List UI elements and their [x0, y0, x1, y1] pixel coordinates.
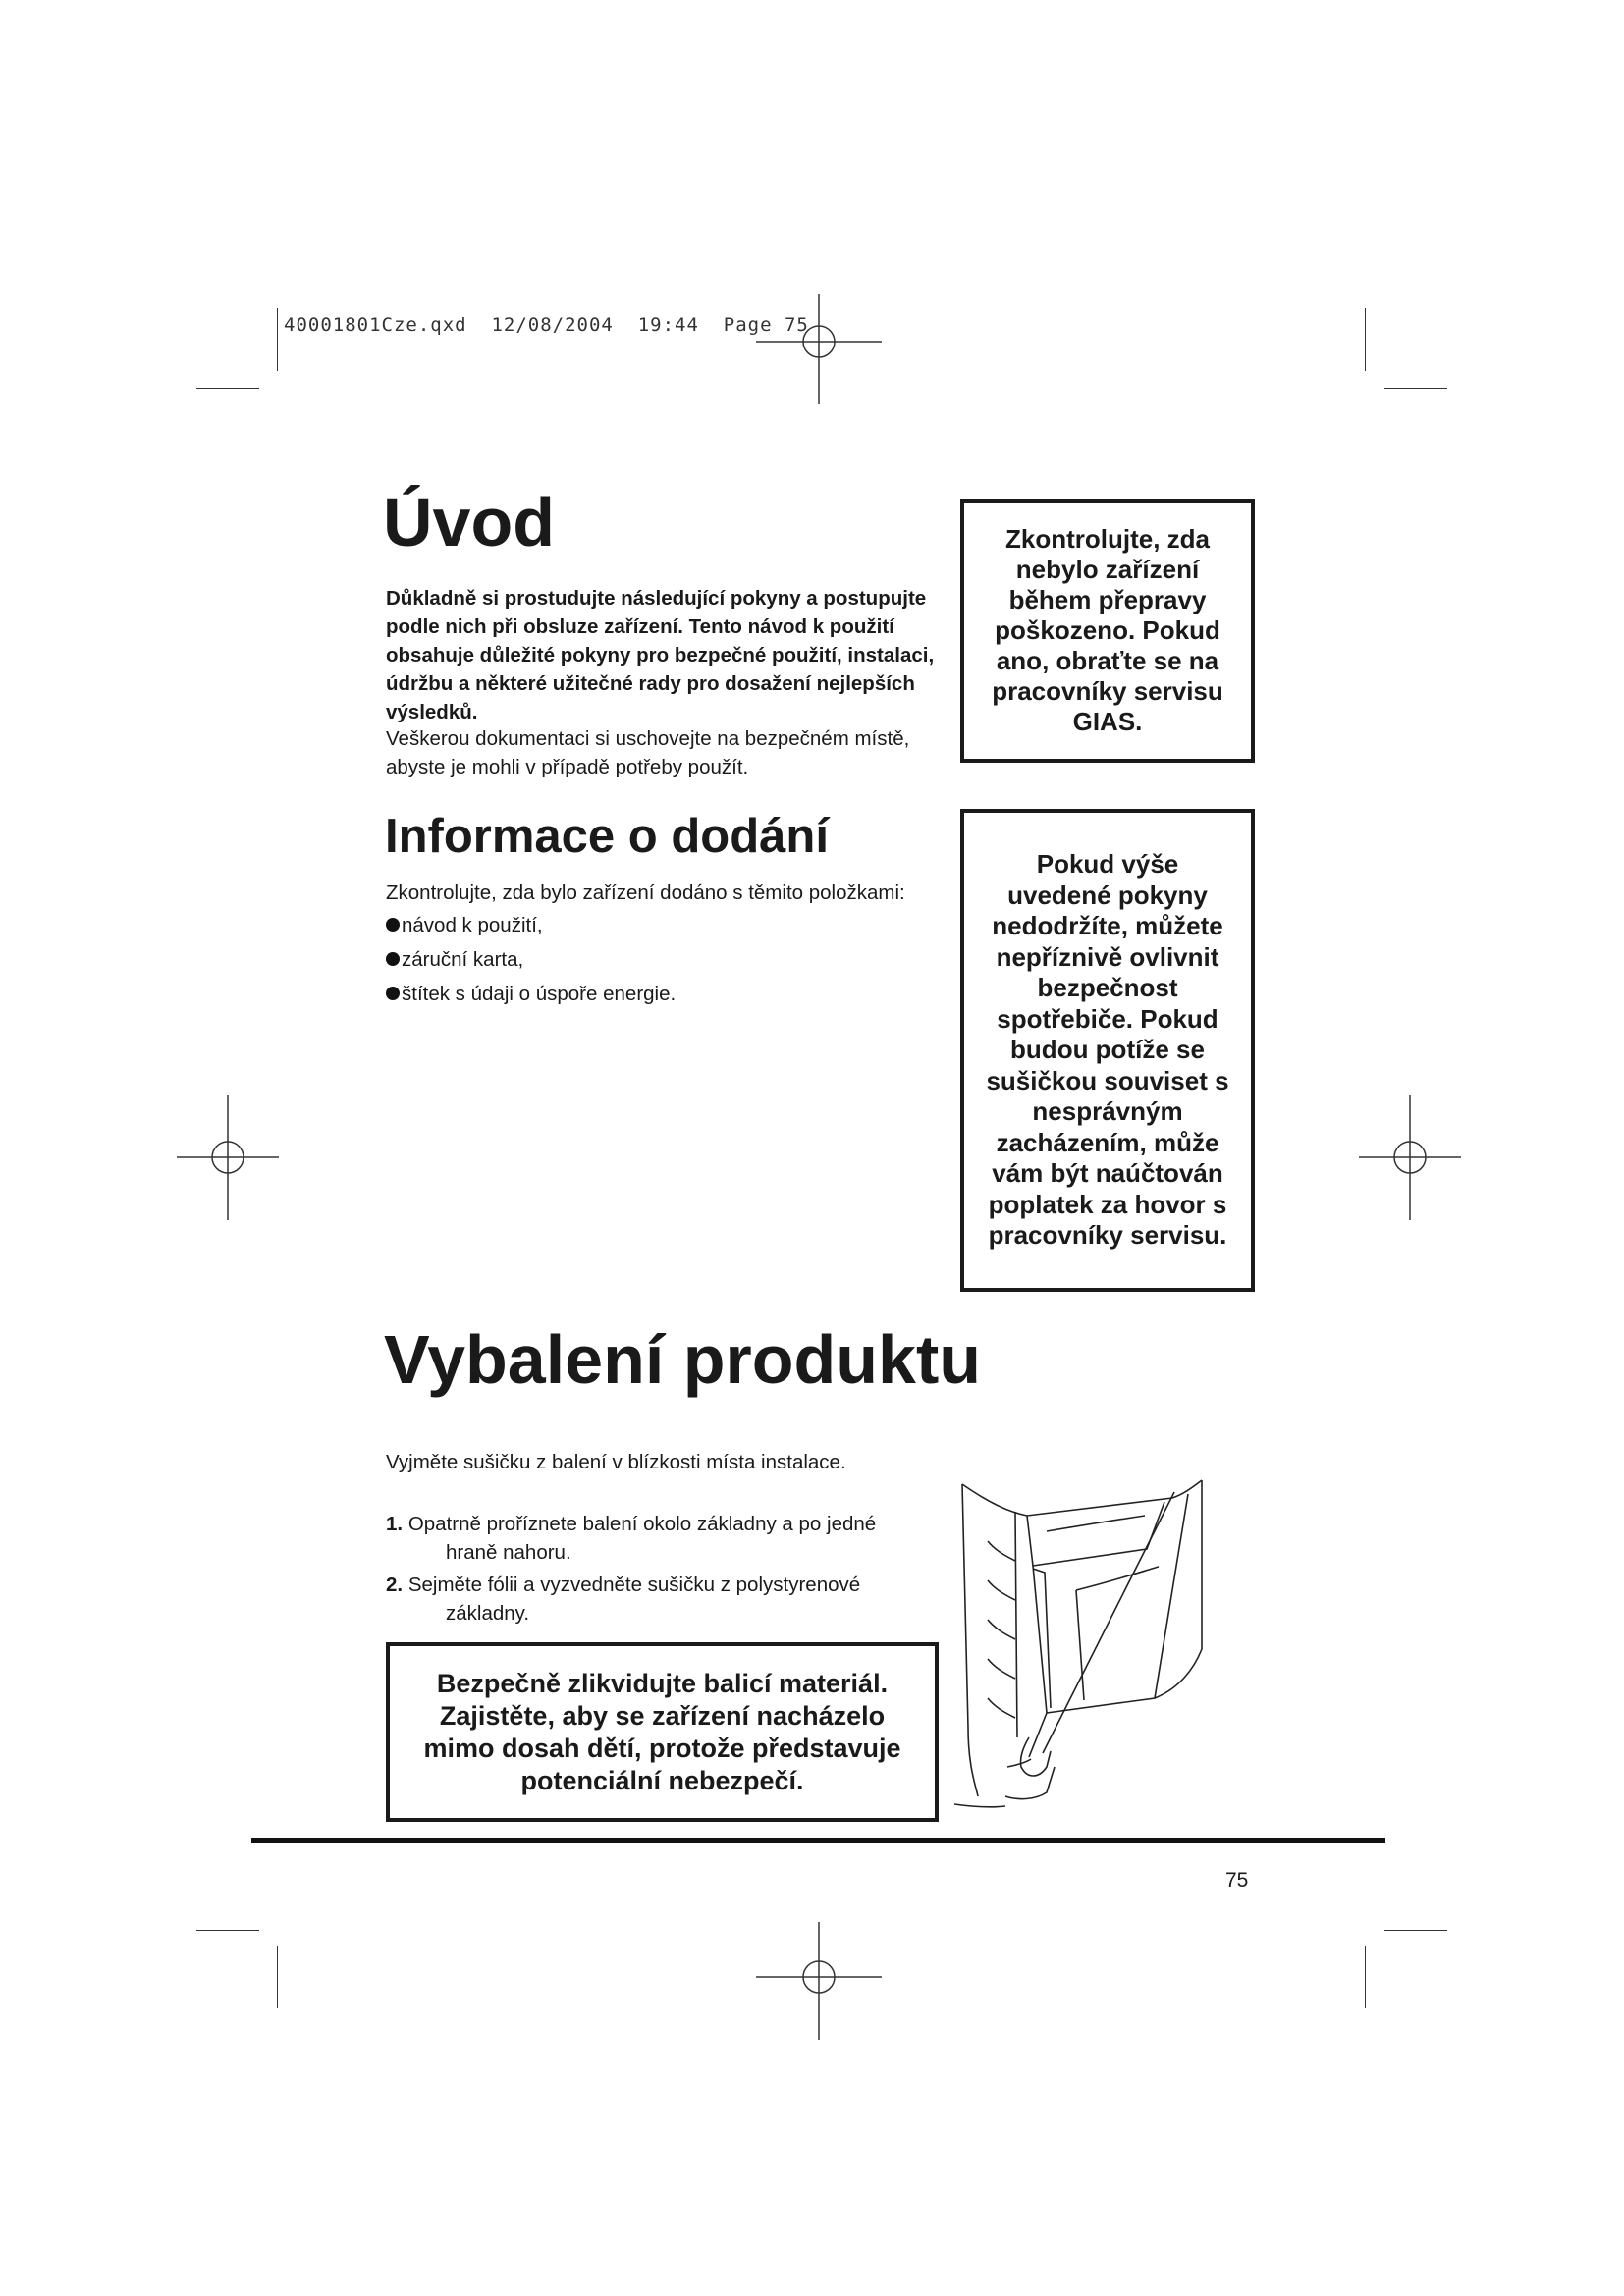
print-slug: 40001801Cze.qxd 12/08/2004 19:44 Page 75: [284, 314, 809, 336]
crop-mark: [1384, 388, 1447, 389]
crop-mark: [277, 308, 278, 371]
intro-text: Veškerou dokumentaci si uschovejte na bezpečném místě, abyste je mohli v případě potřeby použít.: [386, 727, 910, 778]
warning-box-packaging-text: Bezpečně zlikvidujte balicí materiál. Zajistěte, aby se zařízení nacházelo mimo dosah dětí, protože představuje potenciální nebezpečí.: [423, 1668, 901, 1795]
bullet-icon: [386, 952, 400, 966]
crop-mark: [196, 388, 259, 389]
step-item: 2. Sejměte fólii a vyzvedněte sušičku z polystyrenové základny.: [386, 1574, 861, 1625]
section-title-unpacking: Vybalení produktu: [384, 1321, 982, 1398]
section-title-delivery: Informace o dodání: [385, 810, 829, 863]
registration-mark-left: [177, 1095, 285, 1222]
warning-box-safety-text: Pokud výše uvedené pokyny nedodržíte, můžete nepříznivě ovlivnit bezpečnost spotřebiče. Pokud budou potíže se sušičkou souviset s nesprávným zacházením, může vám být naúčtován poplatek za hovor s pracovníky servisu.: [986, 849, 1229, 1251]
step-item: 1. Opatrně proříznete balení okolo základny a po jedné hraně nahoru.: [386, 1513, 877, 1564]
crop-mark: [1365, 308, 1366, 371]
registration-mark-bottom: [756, 1914, 884, 2042]
unpacking-lead: Vyjměte sušičku z balení v blízkosti místa instalace.: [386, 1451, 846, 1473]
registration-mark-right: [1359, 1095, 1467, 1222]
section-title-intro: Úvod: [383, 484, 555, 561]
crop-mark: [277, 1946, 278, 2008]
crop-mark: [196, 1930, 259, 1931]
warning-box-transport: [960, 499, 1255, 763]
list-item: záruční karta,: [386, 942, 936, 977]
intro-bold-text: Důkladně si prostudujte následující pokyny a postupujte podle nich při obsluze zařízení. Tento návod k použití obsahuje důležité pokyny pro bezpečné použití, instalaci, údržbu a některé užitečné rady pro dosažení nejlepších výsledků.: [386, 587, 935, 723]
crop-mark: [1384, 1930, 1447, 1931]
warning-box-safety: [960, 809, 1255, 1292]
page-number: 75: [1225, 1869, 1249, 1892]
bullet-icon: [386, 987, 400, 1000]
footer-rule: [251, 1838, 1385, 1843]
warning-box-transport-text: Zkontrolujte, zda nebylo zařízení během přepravy poškozeno. Pokud ano, obraťte se na pracovníky servisu GIAS.: [992, 524, 1223, 736]
crop-mark: [1365, 1946, 1366, 2008]
unpacking-steps: [386, 1510, 936, 1631]
delivery-lead: Zkontrolujte, zda bylo zařízení dodáno s těmito položkami:: [386, 881, 905, 904]
delivery-list: [386, 908, 936, 1011]
unpacking-illustration: [948, 1472, 1243, 1826]
registration-mark-top: [756, 294, 884, 422]
list-item: štítek s údaji o úspoře energie.: [386, 977, 936, 1011]
warning-box-packaging: [386, 1642, 939, 1822]
list-item: návod k použití,: [386, 908, 936, 942]
bullet-icon: [386, 918, 400, 932]
